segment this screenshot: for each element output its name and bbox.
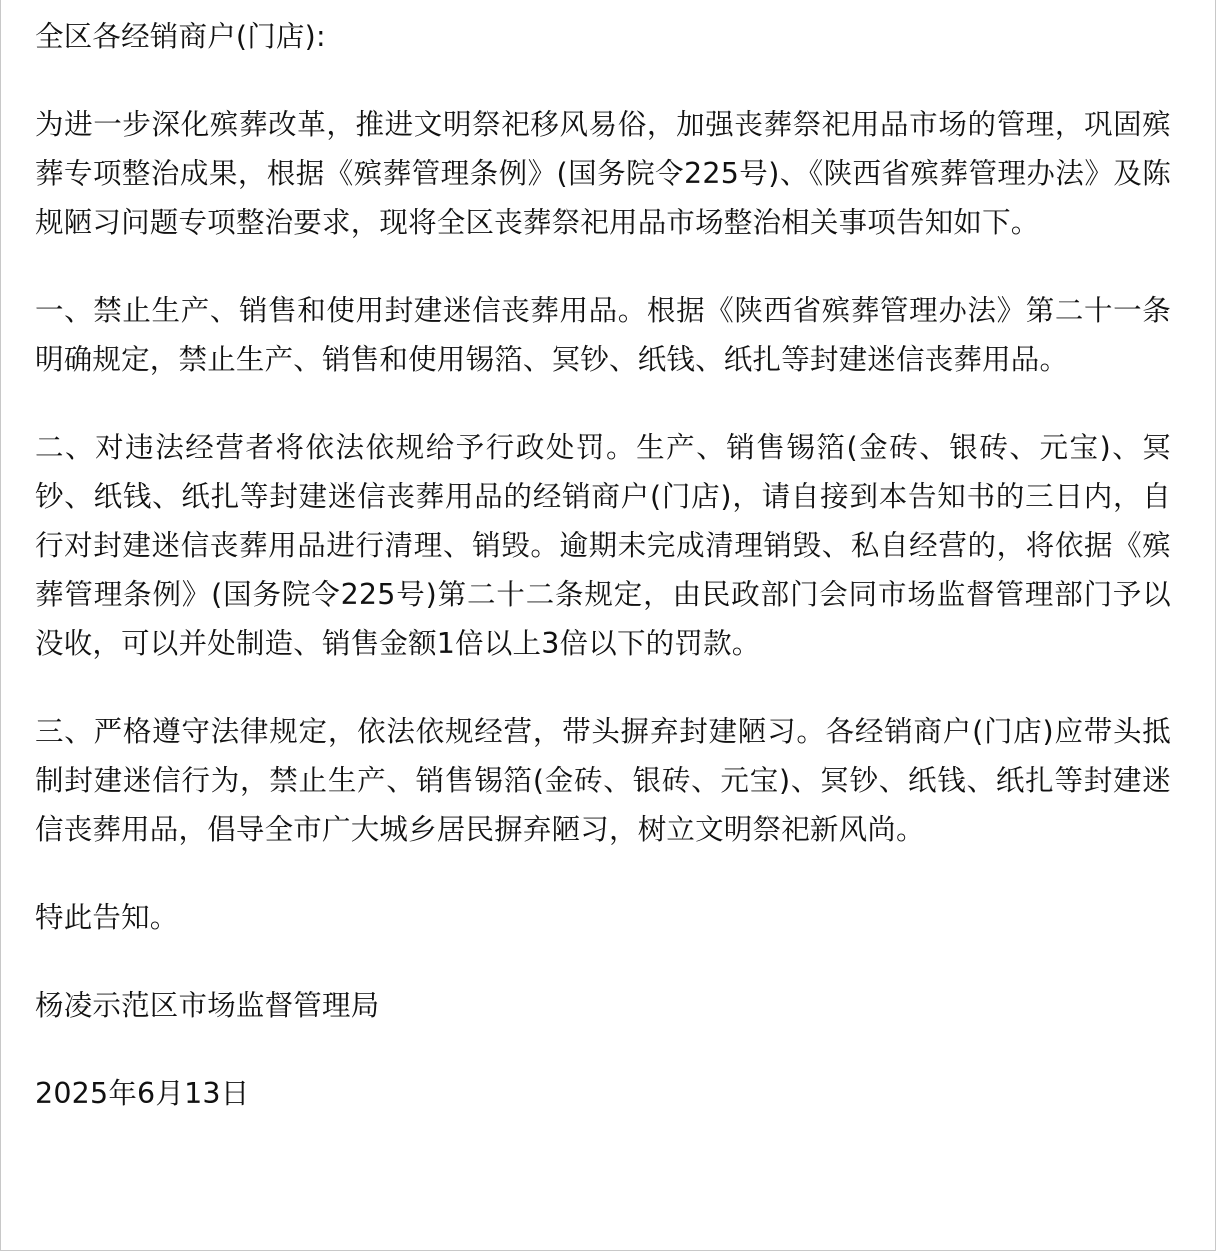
item-paragraph-3: 三、严格遵守法律规定，依法依规经营，带头摒弃封建陋习。各经销商户(门店)应带头抵制封建迷信行为，禁止生产、销售锡箔(金砖、银砖、元宝)、冥钞、纸钱、纸扎等封建迷信丧葬用品，倡导全市广大城乡居民摒弃陋习，树立文明祭祀新风尚。	[35, 715, 1171, 846]
item-paragraph-1: 一、禁止生产、销售和使用封建迷信丧葬用品。根据《陕西省殡葬管理办法》第二十一条明确规定，禁止生产、销售和使用锡箔、冥钞、纸钱、纸扎等封建迷信丧葬用品。	[35, 294, 1171, 376]
closing-text: 特此告知。	[35, 901, 179, 934]
item-paragraph-2: 二、对违法经营者将依法依规给予行政处罚。生产、销售锡箔(金砖、银砖、元宝)、冥钞、纸钱、纸扎等封建迷信丧葬用品的经销商户(门店)，请自接到本告知书的三日内，自行对封建迷信丧葬用品进行清理、销毁。逾期未完成清理销毁、私自经营的，将依据《殡葬管理条例》(国务院令225号)第二十二条规定，由民政部门会同市场监督管理部门予以没收，可以并处制造、销售金额1倍以上3倍以下的罚款。	[35, 431, 1171, 660]
notice-document	[1, 0, 1216, 1251]
salutation: 全区各经销商户(门店):	[35, 20, 326, 53]
intro-paragraph: 为进一步深化殡葬改革，推进文明祭祀移风易俗，加强丧葬祭祀用品市场的管理，巩固殡葬专项整治成果，根据《殡葬管理条例》(国务院令225号)、《陕西省殡葬管理办法》及陈规陋习问题专项整治要求，现将全区丧葬祭祀用品市场整治相关事项告知如下。	[35, 108, 1171, 239]
issuer-name: 杨凌示范区市场监督管理局	[35, 989, 380, 1022]
issue-date: 2025年6月13日	[35, 1077, 250, 1110]
